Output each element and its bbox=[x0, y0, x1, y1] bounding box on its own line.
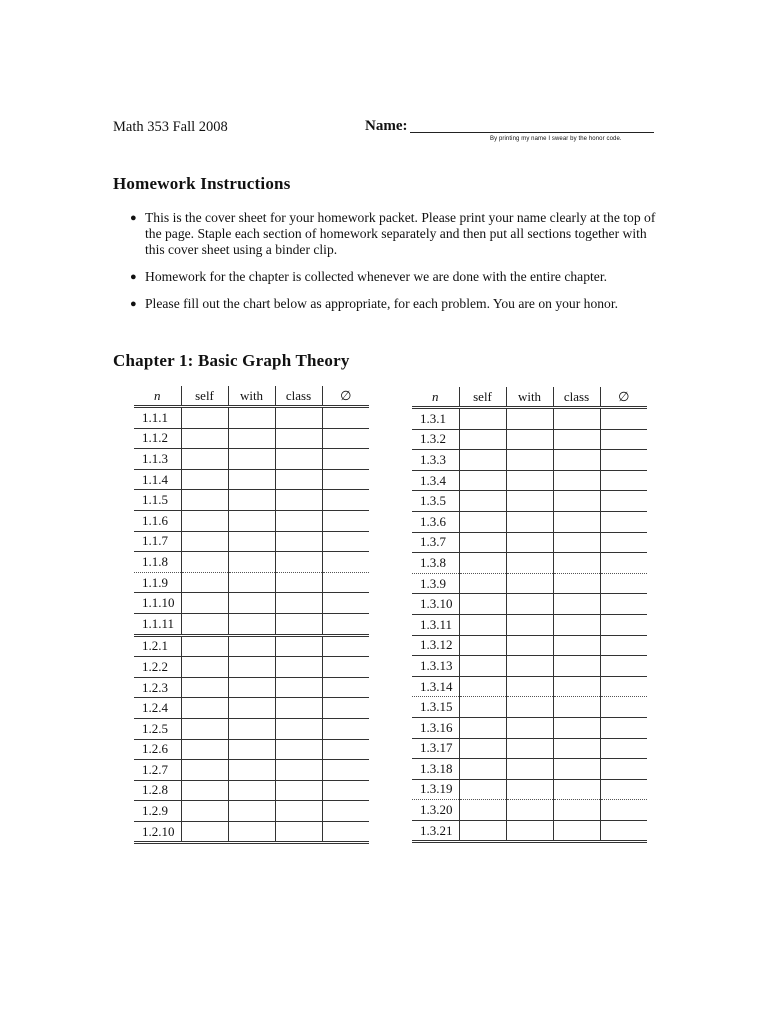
cell-class[interactable] bbox=[553, 594, 600, 615]
cell-class[interactable] bbox=[553, 779, 600, 800]
cell-class[interactable] bbox=[275, 780, 322, 801]
cell-self[interactable] bbox=[459, 470, 506, 491]
cell-with[interactable] bbox=[506, 759, 553, 780]
problem-number: 1.1.2 bbox=[134, 428, 181, 449]
cell-self[interactable] bbox=[459, 408, 506, 430]
cell-empty-set[interactable] bbox=[600, 820, 647, 842]
table-row bbox=[134, 780, 369, 801]
cell-with[interactable] bbox=[228, 698, 275, 719]
cell-class[interactable] bbox=[553, 738, 600, 759]
cell-with[interactable] bbox=[228, 760, 275, 781]
column-header-class: class bbox=[275, 386, 322, 407]
table-row bbox=[412, 408, 647, 430]
table-row bbox=[134, 593, 369, 614]
cell-empty-set[interactable] bbox=[600, 450, 647, 471]
table-row bbox=[134, 801, 369, 822]
cell-empty-set[interactable] bbox=[600, 408, 647, 430]
cell-empty-set[interactable] bbox=[322, 613, 369, 635]
cell-self[interactable] bbox=[181, 657, 228, 678]
cell-empty-set[interactable] bbox=[322, 635, 369, 657]
cell-with[interactable] bbox=[228, 821, 275, 843]
cell-self[interactable] bbox=[181, 780, 228, 801]
cell-self[interactable] bbox=[181, 677, 228, 698]
cell-with[interactable] bbox=[506, 820, 553, 842]
problem-number: 1.2.8 bbox=[134, 780, 181, 801]
table-row bbox=[134, 428, 369, 449]
problem-number: 1.1.7 bbox=[134, 531, 181, 552]
cell-empty-set[interactable] bbox=[322, 552, 369, 573]
cell-self[interactable] bbox=[459, 759, 506, 780]
cell-self[interactable] bbox=[181, 593, 228, 614]
problem-number: 1.2.1 bbox=[134, 635, 181, 657]
cell-with[interactable] bbox=[506, 697, 553, 718]
cell-empty-set[interactable] bbox=[322, 531, 369, 552]
cell-self[interactable] bbox=[181, 490, 228, 511]
table-row bbox=[134, 449, 369, 470]
cell-self[interactable] bbox=[459, 532, 506, 553]
instruction-text: Homework for the chapter is collected whenever we are done with the entire chapter. bbox=[145, 269, 607, 284]
cell-self[interactable] bbox=[459, 511, 506, 532]
cell-self[interactable] bbox=[459, 656, 506, 677]
cell-with[interactable] bbox=[228, 739, 275, 760]
problem-table-right bbox=[412, 387, 647, 843]
table-row bbox=[412, 717, 647, 738]
cell-self[interactable] bbox=[181, 801, 228, 822]
cell-with[interactable] bbox=[506, 511, 553, 532]
cell-empty-set[interactable] bbox=[322, 572, 369, 593]
table-row bbox=[134, 407, 369, 429]
problem-number: 1.3.14 bbox=[412, 676, 459, 697]
cell-with[interactable] bbox=[506, 450, 553, 471]
homework-instructions-heading: Homework Instructions bbox=[113, 174, 291, 193]
cell-self[interactable] bbox=[181, 428, 228, 449]
cell-empty-set[interactable] bbox=[322, 469, 369, 490]
table-row bbox=[134, 613, 369, 635]
cell-with[interactable] bbox=[228, 677, 275, 698]
column-header-n: n bbox=[412, 387, 459, 408]
cell-self[interactable] bbox=[459, 820, 506, 842]
cell-class[interactable] bbox=[553, 697, 600, 718]
table-row bbox=[412, 429, 647, 450]
cell-with[interactable] bbox=[228, 593, 275, 614]
problem-number: 1.2.6 bbox=[134, 739, 181, 760]
cell-class[interactable] bbox=[553, 573, 600, 594]
cell-empty-set[interactable] bbox=[600, 676, 647, 697]
cell-with[interactable] bbox=[228, 510, 275, 531]
cell-class[interactable] bbox=[553, 635, 600, 656]
instruction-item bbox=[128, 210, 660, 258]
cell-self[interactable] bbox=[459, 717, 506, 738]
cell-empty-set[interactable] bbox=[600, 614, 647, 635]
column-header-with: with bbox=[506, 387, 553, 408]
bullet-icon: ● bbox=[130, 298, 137, 310]
problem-number: 1.3.21 bbox=[412, 820, 459, 842]
table-row bbox=[134, 510, 369, 531]
table-row bbox=[134, 739, 369, 760]
problem-number: 1.1.6 bbox=[134, 510, 181, 531]
bullet-icon: ● bbox=[130, 212, 137, 224]
problem-number: 1.2.10 bbox=[134, 821, 181, 843]
cell-with[interactable] bbox=[228, 449, 275, 470]
column-header-self: self bbox=[181, 386, 228, 407]
cell-self[interactable] bbox=[181, 572, 228, 593]
problem-number: 1.3.11 bbox=[412, 614, 459, 635]
cell-empty-set[interactable] bbox=[600, 532, 647, 553]
cell-self[interactable] bbox=[459, 738, 506, 759]
cell-empty-set[interactable] bbox=[322, 657, 369, 678]
cell-self[interactable] bbox=[459, 429, 506, 450]
cell-empty-set[interactable] bbox=[322, 510, 369, 531]
problem-number: 1.3.19 bbox=[412, 779, 459, 800]
table-row bbox=[412, 573, 647, 594]
cell-self[interactable] bbox=[459, 676, 506, 697]
honor-code-note: By printing my name I swear by the honor code. bbox=[490, 136, 622, 142]
problem-number: 1.3.10 bbox=[412, 594, 459, 615]
cell-self[interactable] bbox=[459, 779, 506, 800]
table-row bbox=[134, 821, 369, 843]
cell-class[interactable] bbox=[553, 717, 600, 738]
cell-class[interactable] bbox=[275, 428, 322, 449]
cell-self[interactable] bbox=[459, 491, 506, 512]
problem-number: 1.1.11 bbox=[134, 613, 181, 635]
table-row bbox=[412, 532, 647, 553]
cell-class[interactable] bbox=[553, 511, 600, 532]
table-row bbox=[134, 760, 369, 781]
problem-number: 1.1.3 bbox=[134, 449, 181, 470]
problem-number: 1.3.7 bbox=[412, 532, 459, 553]
cell-with[interactable] bbox=[506, 635, 553, 656]
table-row bbox=[134, 469, 369, 490]
table-row bbox=[134, 677, 369, 698]
cell-with[interactable] bbox=[228, 407, 275, 429]
cell-self[interactable] bbox=[459, 800, 506, 821]
cell-class[interactable] bbox=[275, 531, 322, 552]
course-title: Math 353 Fall 2008 bbox=[113, 119, 228, 135]
cell-self[interactable] bbox=[459, 594, 506, 615]
table-row bbox=[412, 470, 647, 491]
cell-self[interactable] bbox=[181, 613, 228, 635]
cell-self[interactable] bbox=[181, 760, 228, 781]
cell-empty-set[interactable] bbox=[322, 780, 369, 801]
problem-rows-left bbox=[134, 407, 369, 843]
cell-with[interactable] bbox=[228, 469, 275, 490]
table-row bbox=[412, 697, 647, 718]
problem-table-left bbox=[134, 386, 369, 844]
cell-empty-set[interactable] bbox=[600, 470, 647, 491]
table-row bbox=[412, 676, 647, 697]
cell-with[interactable] bbox=[228, 531, 275, 552]
cell-class[interactable] bbox=[275, 657, 322, 678]
cell-class[interactable] bbox=[553, 491, 600, 512]
problem-number: 1.2.3 bbox=[134, 677, 181, 698]
problem-rows-right bbox=[412, 408, 647, 842]
table-row bbox=[412, 594, 647, 615]
instructions-list bbox=[128, 210, 660, 323]
problem-number: 1.3.15 bbox=[412, 697, 459, 718]
table-row bbox=[412, 656, 647, 677]
table-row bbox=[134, 657, 369, 678]
cell-class[interactable] bbox=[275, 449, 322, 470]
cell-with[interactable] bbox=[506, 738, 553, 759]
cell-with[interactable] bbox=[506, 573, 553, 594]
instruction-text: Please fill out the chart below as appropriate, for each problem. You are on your honor. bbox=[145, 296, 619, 311]
instruction-item bbox=[128, 296, 660, 312]
table-row bbox=[134, 490, 369, 511]
cell-empty-set[interactable] bbox=[600, 656, 647, 677]
table-row bbox=[412, 511, 647, 532]
cell-self[interactable] bbox=[459, 614, 506, 635]
cell-class[interactable] bbox=[275, 739, 322, 760]
problem-number: 1.2.5 bbox=[134, 718, 181, 739]
cell-with[interactable] bbox=[506, 491, 553, 512]
cell-class[interactable] bbox=[275, 635, 322, 657]
problem-number: 1.2.7 bbox=[134, 760, 181, 781]
cell-with[interactable] bbox=[228, 657, 275, 678]
table-row bbox=[134, 572, 369, 593]
cell-with[interactable] bbox=[228, 552, 275, 573]
cell-empty-set[interactable] bbox=[322, 821, 369, 843]
column-header-with: with bbox=[228, 386, 275, 407]
cell-empty-set[interactable] bbox=[600, 635, 647, 656]
cell-empty-set[interactable] bbox=[600, 759, 647, 780]
cell-self[interactable] bbox=[181, 531, 228, 552]
cell-class[interactable] bbox=[553, 470, 600, 491]
table-row bbox=[412, 800, 647, 821]
problem-number: 1.3.17 bbox=[412, 738, 459, 759]
cell-with[interactable] bbox=[228, 613, 275, 635]
cell-with[interactable] bbox=[506, 553, 553, 574]
problem-number: 1.1.1 bbox=[134, 407, 181, 429]
cell-self[interactable] bbox=[181, 407, 228, 429]
cell-self[interactable] bbox=[459, 450, 506, 471]
cell-class[interactable] bbox=[275, 698, 322, 719]
cell-with[interactable] bbox=[506, 717, 553, 738]
cell-with[interactable] bbox=[228, 801, 275, 822]
cell-with[interactable] bbox=[228, 780, 275, 801]
cell-class[interactable] bbox=[553, 676, 600, 697]
cell-class[interactable] bbox=[553, 408, 600, 430]
cell-empty-set[interactable] bbox=[322, 490, 369, 511]
cell-class[interactable] bbox=[275, 572, 322, 593]
cell-class[interactable] bbox=[275, 593, 322, 614]
problem-number: 1.2.9 bbox=[134, 801, 181, 822]
cell-self[interactable] bbox=[181, 718, 228, 739]
cell-with[interactable] bbox=[506, 429, 553, 450]
cell-class[interactable] bbox=[553, 800, 600, 821]
table-row bbox=[412, 759, 647, 780]
table-row bbox=[412, 450, 647, 471]
problem-number: 1.3.8 bbox=[412, 553, 459, 574]
cell-empty-set[interactable] bbox=[322, 428, 369, 449]
cell-with[interactable] bbox=[506, 676, 553, 697]
column-header-self: self bbox=[459, 387, 506, 408]
problem-number: 1.3.5 bbox=[412, 491, 459, 512]
cell-class[interactable] bbox=[553, 656, 600, 677]
table-row bbox=[412, 635, 647, 656]
problem-number: 1.3.9 bbox=[412, 573, 459, 594]
cell-self[interactable] bbox=[459, 635, 506, 656]
cell-with[interactable] bbox=[228, 718, 275, 739]
cell-empty-set[interactable] bbox=[600, 573, 647, 594]
cell-empty-set[interactable] bbox=[322, 760, 369, 781]
cell-with[interactable] bbox=[506, 408, 553, 430]
table-header-row bbox=[412, 387, 647, 408]
cell-empty-set[interactable] bbox=[600, 738, 647, 759]
cell-with[interactable] bbox=[506, 594, 553, 615]
cell-with[interactable] bbox=[228, 572, 275, 593]
cell-self[interactable] bbox=[459, 573, 506, 594]
problem-number: 1.3.18 bbox=[412, 759, 459, 780]
instruction-text: This is the cover sheet for your homework packet. Please print your name clearly at the top of the page. Staple each section of homework separately and then put all sections together with this cover sheet using a binder clip. bbox=[145, 210, 656, 257]
problem-number: 1.1.10 bbox=[134, 593, 181, 614]
problem-number: 1.3.16 bbox=[412, 717, 459, 738]
cell-class[interactable] bbox=[275, 760, 322, 781]
column-header-empty-set: ∅ bbox=[600, 387, 647, 408]
cell-self[interactable] bbox=[181, 510, 228, 531]
table-row bbox=[134, 552, 369, 573]
cell-empty-set[interactable] bbox=[600, 717, 647, 738]
cell-class[interactable] bbox=[553, 532, 600, 553]
cell-empty-set[interactable] bbox=[322, 407, 369, 429]
cell-with[interactable] bbox=[228, 635, 275, 657]
problem-number: 1.3.20 bbox=[412, 800, 459, 821]
cell-empty-set[interactable] bbox=[600, 697, 647, 718]
cell-class[interactable] bbox=[275, 821, 322, 843]
cell-empty-set[interactable] bbox=[322, 698, 369, 719]
column-header-class: class bbox=[553, 387, 600, 408]
problem-number: 1.3.3 bbox=[412, 450, 459, 471]
problem-number: 1.3.12 bbox=[412, 635, 459, 656]
cell-class[interactable] bbox=[553, 759, 600, 780]
cell-empty-set[interactable] bbox=[600, 553, 647, 574]
problem-number: 1.3.1 bbox=[412, 408, 459, 430]
problem-number: 1.3.4 bbox=[412, 470, 459, 491]
problem-number: 1.1.5 bbox=[134, 490, 181, 511]
bullet-icon: ● bbox=[130, 271, 137, 283]
cell-empty-set[interactable] bbox=[322, 801, 369, 822]
problem-number: 1.3.6 bbox=[412, 511, 459, 532]
cell-empty-set[interactable] bbox=[322, 449, 369, 470]
cell-class[interactable] bbox=[275, 552, 322, 573]
cell-self[interactable] bbox=[181, 821, 228, 843]
table-row bbox=[134, 635, 369, 657]
cell-empty-set[interactable] bbox=[600, 800, 647, 821]
cell-class[interactable] bbox=[553, 820, 600, 842]
cell-class[interactable] bbox=[275, 613, 322, 635]
cell-empty-set[interactable] bbox=[600, 594, 647, 615]
cell-with[interactable] bbox=[506, 614, 553, 635]
cell-self[interactable] bbox=[459, 697, 506, 718]
table-row bbox=[412, 738, 647, 759]
cell-class[interactable] bbox=[275, 718, 322, 739]
chapter-heading: Chapter 1: Basic Graph Theory bbox=[113, 351, 350, 370]
cell-with[interactable] bbox=[506, 800, 553, 821]
cell-self[interactable] bbox=[181, 449, 228, 470]
problem-number: 1.1.8 bbox=[134, 552, 181, 573]
cell-class[interactable] bbox=[553, 450, 600, 471]
problem-number: 1.3.13 bbox=[412, 656, 459, 677]
table-row bbox=[134, 718, 369, 739]
column-header-empty-set: ∅ bbox=[322, 386, 369, 407]
cell-empty-set[interactable] bbox=[600, 491, 647, 512]
problem-number: 1.2.4 bbox=[134, 698, 181, 719]
column-header-n: n bbox=[134, 386, 181, 407]
instruction-item bbox=[128, 269, 660, 285]
cell-with[interactable] bbox=[228, 428, 275, 449]
cell-self[interactable] bbox=[459, 553, 506, 574]
problem-number: 1.1.9 bbox=[134, 572, 181, 593]
cell-empty-set[interactable] bbox=[322, 677, 369, 698]
cell-class[interactable] bbox=[275, 677, 322, 698]
cell-class[interactable] bbox=[553, 429, 600, 450]
cell-self[interactable] bbox=[181, 635, 228, 657]
cell-class[interactable] bbox=[275, 407, 322, 429]
table-row bbox=[412, 820, 647, 842]
cell-empty-set[interactable] bbox=[600, 429, 647, 450]
cell-class[interactable] bbox=[275, 490, 322, 511]
cell-empty-set[interactable] bbox=[600, 779, 647, 800]
cell-with[interactable] bbox=[506, 779, 553, 800]
cell-class[interactable] bbox=[275, 801, 322, 822]
cell-class[interactable] bbox=[553, 553, 600, 574]
table-row bbox=[134, 531, 369, 552]
cell-empty-set[interactable] bbox=[322, 718, 369, 739]
table-row bbox=[412, 553, 647, 574]
cell-with[interactable] bbox=[228, 490, 275, 511]
cell-with[interactable] bbox=[506, 656, 553, 677]
table-row bbox=[412, 779, 647, 800]
problem-number: 1.3.2 bbox=[412, 429, 459, 450]
problem-number: 1.2.2 bbox=[134, 657, 181, 678]
table-row bbox=[134, 698, 369, 719]
cell-with[interactable] bbox=[506, 532, 553, 553]
cell-empty-set[interactable] bbox=[600, 511, 647, 532]
problem-number: 1.1.4 bbox=[134, 469, 181, 490]
cell-empty-set[interactable] bbox=[322, 593, 369, 614]
cell-self[interactable] bbox=[181, 698, 228, 719]
cell-class[interactable] bbox=[553, 614, 600, 635]
cell-empty-set[interactable] bbox=[322, 739, 369, 760]
cell-self[interactable] bbox=[181, 739, 228, 760]
cell-self[interactable] bbox=[181, 469, 228, 490]
cell-class[interactable] bbox=[275, 510, 322, 531]
name-field-line[interactable] bbox=[410, 132, 654, 133]
cell-self[interactable] bbox=[181, 552, 228, 573]
table-row bbox=[412, 491, 647, 512]
name-label: Name: bbox=[365, 118, 408, 134]
cell-with[interactable] bbox=[506, 470, 553, 491]
cell-class[interactable] bbox=[275, 469, 322, 490]
table-row bbox=[412, 614, 647, 635]
table-header-row bbox=[134, 386, 369, 407]
